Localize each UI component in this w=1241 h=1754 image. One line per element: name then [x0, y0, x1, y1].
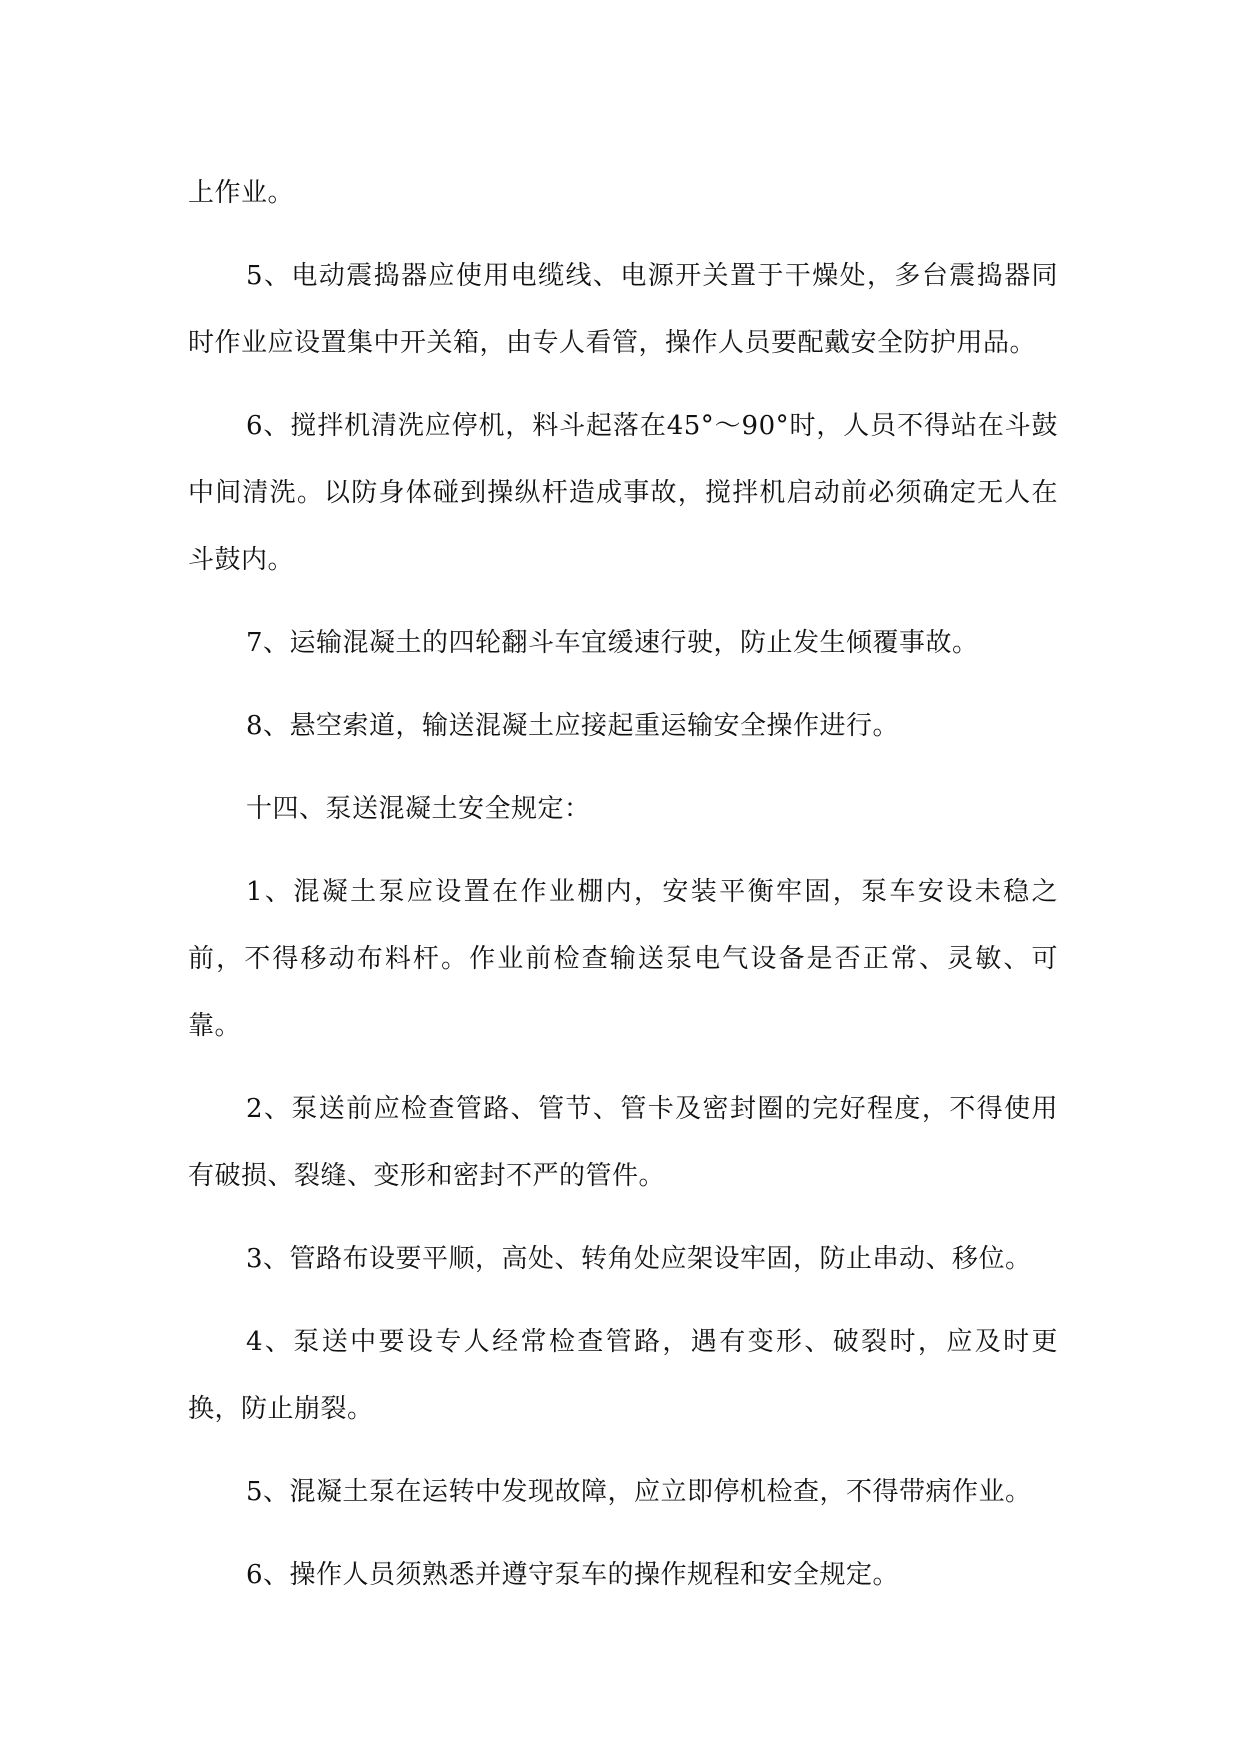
paragraph-item-3-pipe-layout: 3、管路布设要平顺，高处、转角处应架设牢固，防止串动、移位。 [246, 1244, 1032, 1274]
paragraph-item-7-dumper: 7、运输混凝土的四轮翻斗车宜缓速行驶，防止发生倾覆事故。 [246, 628, 979, 658]
paragraph-item-2-pipe-check: 2、泵送前应检查管路、管节、管卡及密封圈的完好程度，不得使用有破损、裂缝、变形和密封不严的管件。 [188, 1094, 1058, 1191]
paragraph-item-5-fault: 5、混凝土泵在运转中发现故障，应立即停机检查，不得带病作业。 [246, 1477, 1032, 1507]
paragraph-item-4-inspection: 4、泵送中要设专人经常检查管路，遇有变形、破裂时，应及时更换，防止崩裂。 [188, 1327, 1058, 1424]
paragraph-item-1-pump-setup: 1、混凝土泵应设置在作业棚内，安装平衡牢固，泵车安设未稳之前，不得移动布料杆。作业前检查输送泵电气设备是否正常、灵敏、可靠。 [188, 877, 1058, 1041]
paragraph-item-6-operators: 6、操作人员须熟悉并遵守泵车的操作规程和安全规定。 [246, 1560, 900, 1590]
paragraph-continuation: 上作业。 [188, 178, 295, 208]
paragraph-item-8-cableway: 8、悬空索道，输送混凝土应接起重运输安全操作进行。 [246, 711, 900, 741]
paragraph-item-6-mixer: 6、搅拌机清洗应停机，料斗起落在45°～90°时，人员不得站在斗鼓中间清洗。以防身体碰到操纵杆造成事故，搅拌机启动前必须确定无人在斗鼓内。 [188, 411, 1058, 575]
section-heading-14: 十四、泵送混凝土安全规定： [246, 794, 591, 824]
document-page [188, 160, 1058, 1625]
paragraph-item-5-vibrator: 5、电动震捣器应使用电缆线、电源开关置于干燥处，多台震捣器同时作业应设置集中开关箱，由专人看管，操作人员要配戴安全防护用品。 [188, 261, 1058, 358]
